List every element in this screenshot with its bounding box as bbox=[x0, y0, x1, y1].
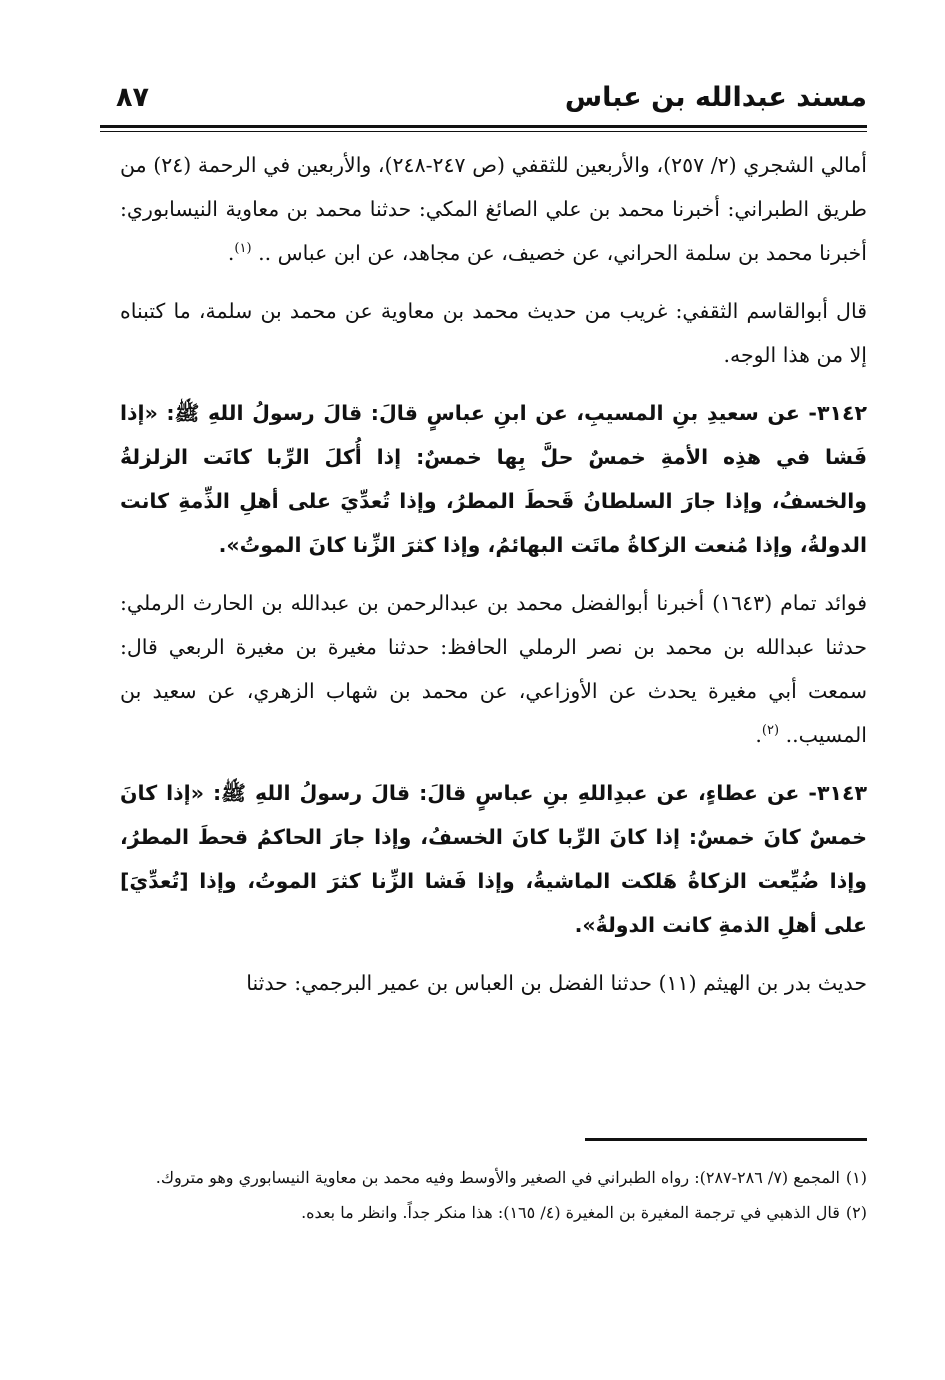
source-text-1: أمالي الشجري (٢/ ٢٥٧)، والأربعين للثقفي (ص ٢٤٧-٢٤٨)، والأربعين في الرحمة (٢٤) من طريق الطبراني: أخبرنا محمد بن علي الصائغ المكي: حدثنا محمد بن معاوية النيسابوري: أخبرنا محمد بن سلمة الحراني، عن خصيف، عن مجاهد، عن ابن عباس .. bbox=[120, 153, 867, 265]
footnote-ref-2: (٢) bbox=[761, 723, 780, 739]
page-number: ٨٧ bbox=[116, 82, 149, 113]
source-paragraph-2: فوائد تمام (١٦٤٣) أخبرنا أبوالفضل محمد بن عبدالرحمن بن عبدالله بن الحارث الرملي: حدثنا عبدالله بن محمد بن نصر الرملي الحافظ: حدثنا مغيرة بن مغيرة الربعي قال: سمعت أبي مغيرة يحدث عن الأوزاعي، عن محمد بن شهاب الزهري، عن سعيد بن المسيب.. $^{(٢)}$. bbox=[120, 591, 868, 747]
footnote-2 bbox=[120, 1195, 867, 1230]
source-paragraph-3: حديث بدر بن الهيثم (١١) حدثنا الفضل بن العباس بن عمير البرجمي: حدثنا bbox=[246, 971, 867, 995]
source-paragraph-1: أمالي الشجري (٢/ ٢٥٧)، والأربعين للثقفي (ص ٢٤٧-٢٤٨)، والأربعين في الرحمة (٢٤) من طريق الطبراني: أخبرنا محمد بن علي الصائغ المكي: حدثنا محمد بن معاوية النيسابوري: أخبرنا محمد بن سلمة الحراني، عن خصيف، عن مجاهد، عن ابن عباس .. $^{(١)}$. bbox=[120, 153, 867, 265]
footnote-1-number: (١) bbox=[845, 1168, 867, 1187]
running-title: مسند عبدالله بن عباس bbox=[564, 82, 867, 113]
hadith-3143: ٣١٤٣- عن عطاءٍ، عن عبدِاللهِ بنِ عباسٍ قالَ: قالَ رسولُ اللهِ ﷺ: «إذا كانَ خمسٌ كانَ خمسٌ: إذا كانَ الرِّبا كانَ الخسفُ، وإذا جارَ الحاكمُ قحطَ المطرُ، وإذا ضُيِّعت الزكاةُ هَلكت الماشيةُ، وإذا فَشا الزِّنا كثرَ الموتُ، وإذا [تُعدِّيَ] على أهلِ الذمةِ كانت الدولةُ». bbox=[120, 781, 867, 937]
main-text bbox=[120, 143, 867, 1019]
footnote-2-text: قال الذهبي في ترجمة المغيرة بن المغيرة (٤/ ١٦٥): هذا منكر جداً. وانظر ما بعده. bbox=[301, 1203, 840, 1222]
hadith-3142: ٣١٤٢- عن سعيدِ بنِ المسيبِ، عن ابنِ عباسٍ قالَ: قالَ رسولُ اللهِ ﷺ: «إذا فَشا في هذِه الأمةِ خمسٌ حلَّ بِها خمسٌ: إذا أُكلَ الرِّبا كانَت الزلزلةُ والخسفُ، وإذا جارَ السلطانُ قَحطَ المطرُ، وإذا تُعدِّيَ على أهلِ الذِّمةِ كانت الدولةُ، وإذا مُنعت الزكاةُ ماتَت البهائمُ، وإذا كثرَ الزِّنا كانَ الموتُ». bbox=[120, 401, 867, 557]
footnote-1-text: المجمع (٧/ ٢٨٦-٢٨٧): رواه الطبراني في الصغير والأوسط وفيه محمد بن معاوية النيسابوري وهو متروك. bbox=[155, 1168, 840, 1187]
source-text-2: فوائد تمام (١٦٤٣) أخبرنا أبوالفضل محمد بن عبدالرحمن بن عبدالله بن الحارث الرملي: حدثنا عبدالله بن محمد بن نصر الرملي الحافظ: حدثنا مغيرة بن مغيرة الربعي قال: سمعت أبي مغيرة يحدث عن الأوزاعي، عن محمد بن شهاب الزهري، عن سعيد بن المسيب.. bbox=[120, 591, 868, 747]
page-header bbox=[100, 78, 867, 128]
header-rule bbox=[100, 125, 867, 128]
footnote-separator bbox=[585, 1138, 867, 1141]
commentary-paragraph: قال أبوالقاسم الثقفي: غريب من حديث محمد بن معاوية عن محمد بن سلمة، ما كتبناه إلا من هذا الوجه. bbox=[120, 299, 867, 367]
footnote-ref-1: (١) bbox=[234, 241, 252, 257]
footnotes bbox=[120, 1160, 867, 1230]
footnote-1 bbox=[120, 1160, 867, 1195]
footnote-2-number: (٢) bbox=[845, 1203, 867, 1222]
